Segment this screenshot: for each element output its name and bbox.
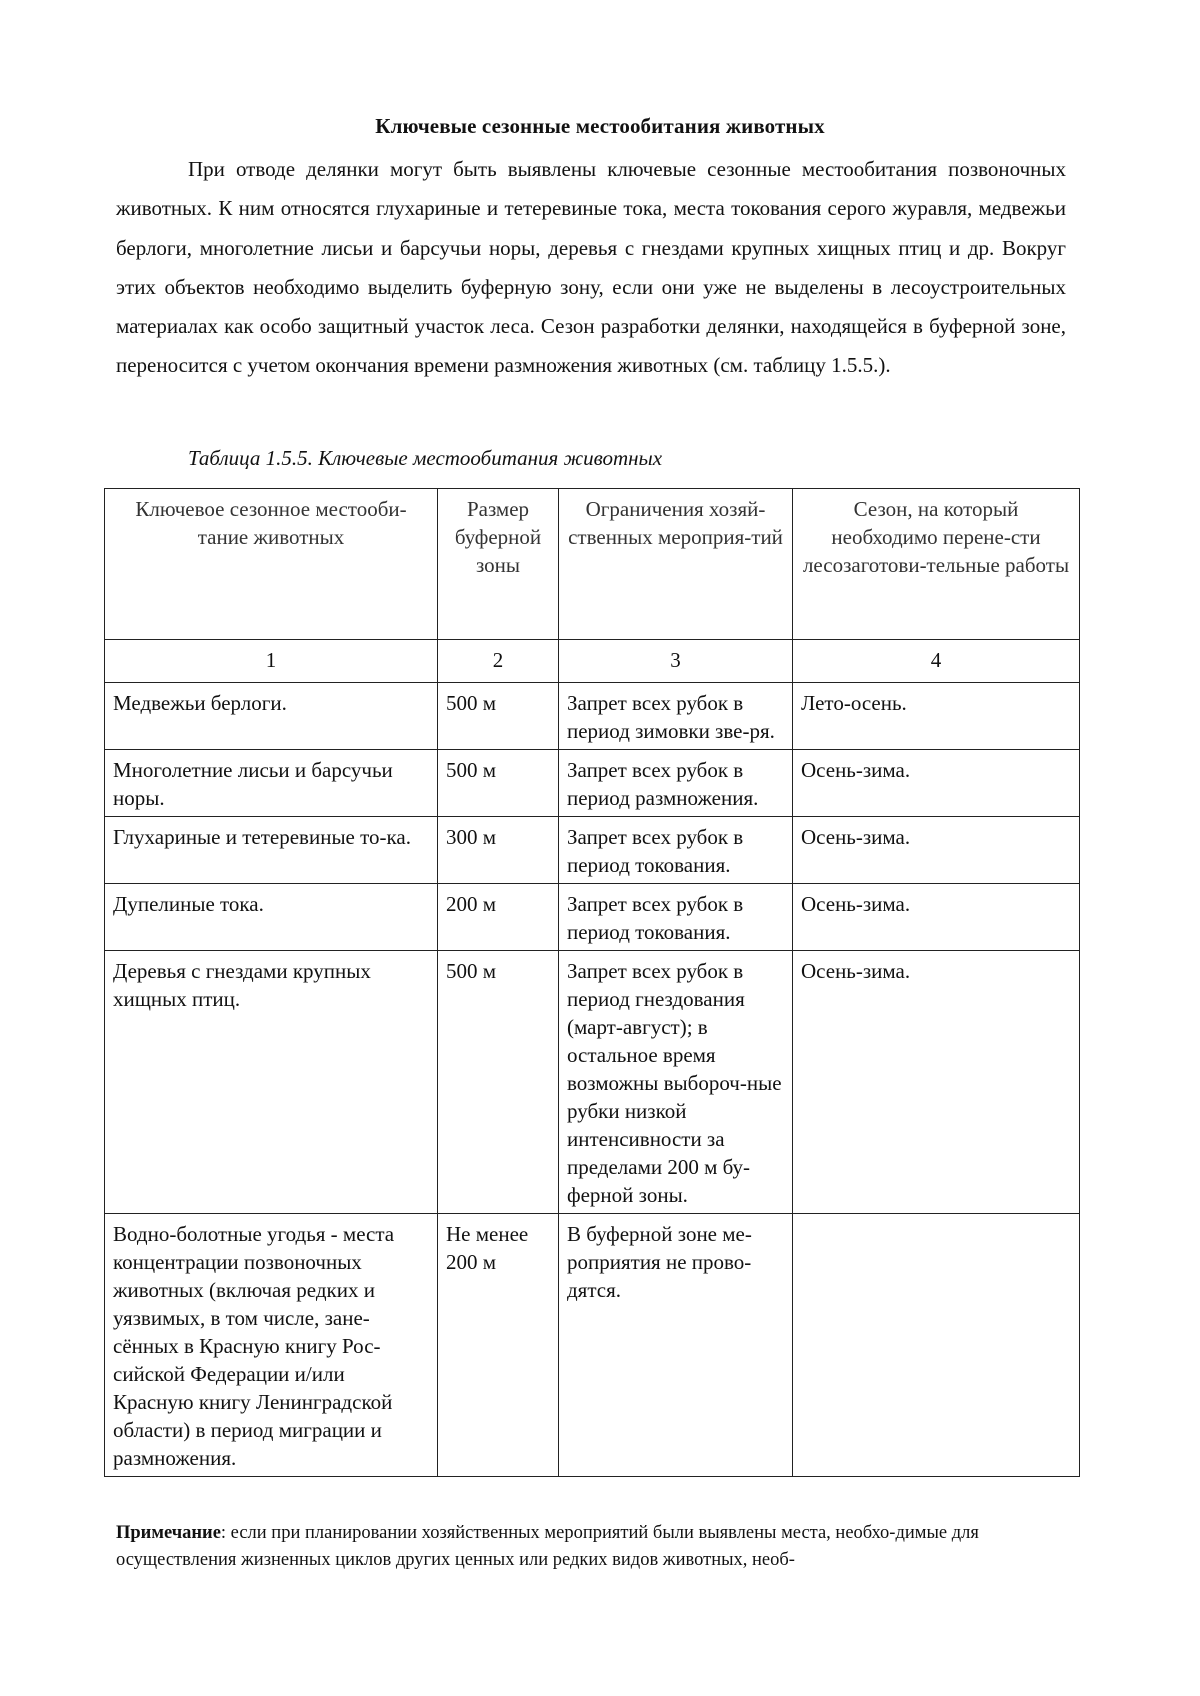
table-row <box>105 1214 1080 1477</box>
table-header-row <box>105 489 1080 640</box>
restriction-cell: Запрет всех рубок в период размножения. <box>559 750 793 817</box>
table-row <box>105 683 1080 750</box>
habitat-cell: Дупелиные тока. <box>105 884 438 951</box>
season-cell: Осень-зима. <box>793 750 1080 817</box>
habitat-cell: Медвежьи берлоги. <box>105 683 438 750</box>
table-row <box>105 817 1080 884</box>
table-row <box>105 750 1080 817</box>
table-row <box>105 951 1080 1214</box>
column-number: 3 <box>559 640 793 683</box>
buffer-cell: Не менее 200 м <box>438 1214 559 1477</box>
buffer-cell: 200 м <box>438 884 559 951</box>
restriction-cell: Запрет всех рубок в период зимовки зве-ря. <box>559 683 793 750</box>
restriction-cell: Запрет всех рубок в период токования. <box>559 817 793 884</box>
restriction-cell: Запрет всех рубок в период токования. <box>559 884 793 951</box>
habitat-cell: Водно-болотные угодья - места концентрации позвоночных животных (включая редких и уязвимых, в том числе, зане-сённых в Красную книгу Рос-сийской Федерации и/или Красную книгу Ленинградской области) в период миграции и размножения. <box>105 1214 438 1477</box>
note-text: : если при планировании хозяйственных мероприятий были выявлены места, необхо-димые для осуществления жизненных циклов других ценных или редких видов животных, необ- <box>116 1523 979 1570</box>
season-cell: Лето-осень. <box>793 683 1080 750</box>
column-number-row <box>105 640 1080 683</box>
season-cell: Осень-зима. <box>793 884 1080 951</box>
buffer-cell: 500 м <box>438 951 559 1214</box>
header-buffer: Размер буферной зоны <box>438 489 559 640</box>
table-row <box>105 884 1080 951</box>
habitat-cell: Многолетние лисьи и барсучьи норы. <box>105 750 438 817</box>
restriction-cell: Запрет всех рубок в период гнездования (март-август); в остальное время возможны выбороч-ные рубки низкой интенсивности за пределами 200 м бу-ферной зоны. <box>559 951 793 1214</box>
habitat-cell: Деревья с гнездами крупных хищных птиц. <box>105 951 438 1214</box>
section-title: Ключевые сезонные местообитания животных <box>375 114 825 138</box>
table-caption: Таблица 1.5.5. Ключевые местообитания животных <box>188 446 663 470</box>
column-number: 4 <box>793 640 1080 683</box>
intro-paragraph: При отводе делянки могут быть выявлены ключевые сезонные местообитания позвоночных животных. К ним относятся глухариные и тетеревиные тока, места токования серого журавля, медвежьи берлоги, многолетние лисьи и барсучьи норы, деревья с гнездами крупных хищных птиц и др. Вокруг этих объектов необходимо выделить буферную зону, если они уже не выделены в лесоустроительных материалах как особо защитный участок леса. Сезон разработки делянки, находящейся в буферной зоне, переносится с учетом окончания времени размножения животных (см. таблицу 1.5.5.). <box>116 157 1066 378</box>
header-restriction: Ограничения хозяй-ственных мероприя-тий <box>559 489 793 640</box>
season-cell: Осень-зима. <box>793 817 1080 884</box>
column-number: 2 <box>438 640 559 683</box>
table-note <box>116 1520 1066 1574</box>
note-label: Примечание <box>116 1523 221 1543</box>
habitat-cell: Глухариные и тетеревиные то-ка. <box>105 817 438 884</box>
header-season: Сезон, на который необходимо перене-сти лесозаготови-тельные работы <box>793 489 1080 640</box>
restriction-cell: В буферной зоне ме-роприятия не прово-дятся. <box>559 1214 793 1477</box>
header-habitat: Ключевое сезонное местооби-тание животных <box>105 489 438 640</box>
habitat-table <box>104 488 1080 1477</box>
buffer-cell: 300 м <box>438 817 559 884</box>
column-number: 1 <box>105 640 438 683</box>
season-cell: Осень-зима. <box>793 951 1080 1214</box>
season-cell <box>793 1214 1080 1477</box>
buffer-cell: 500 м <box>438 750 559 817</box>
buffer-cell: 500 м <box>438 683 559 750</box>
